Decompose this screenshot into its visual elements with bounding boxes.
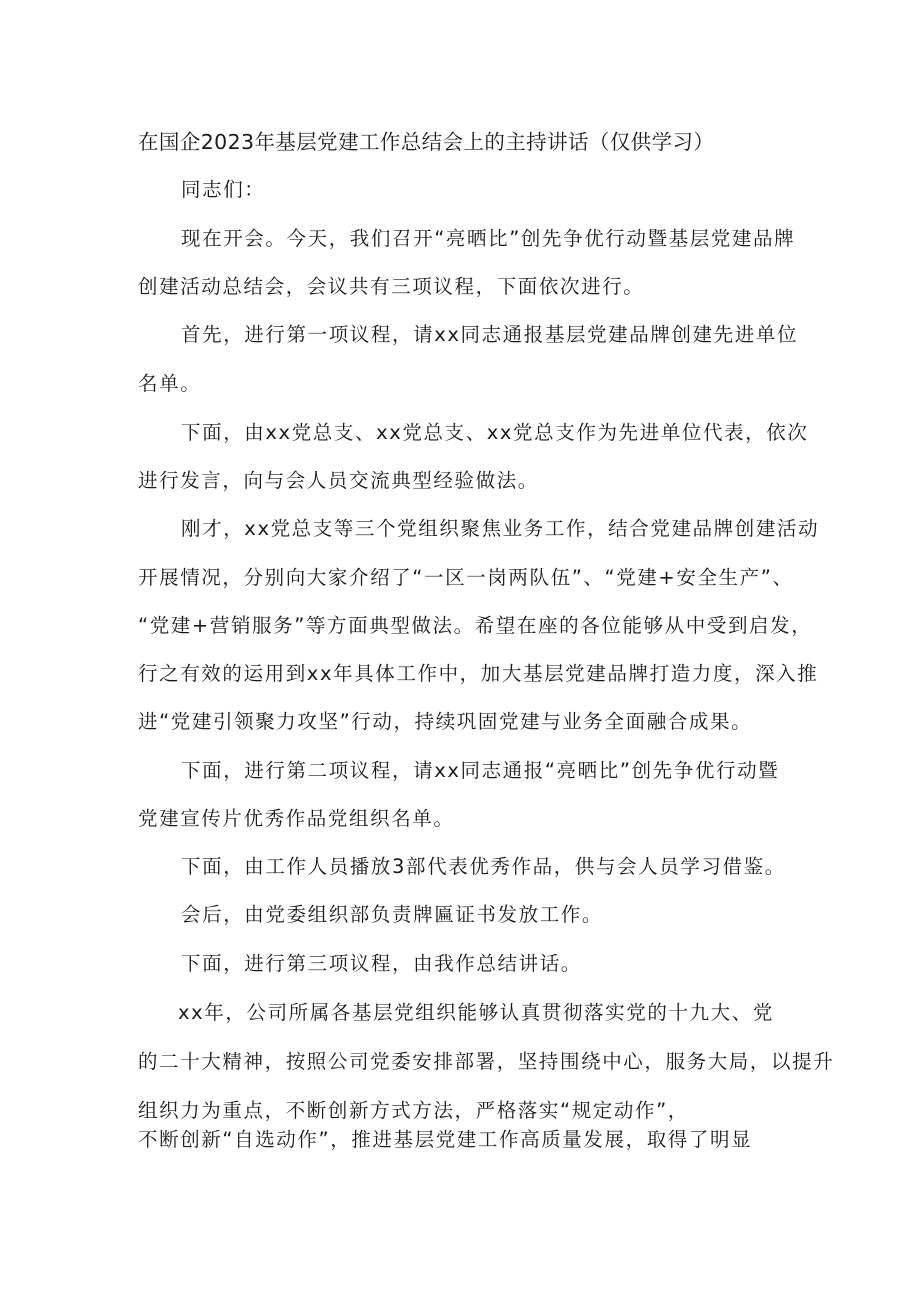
- paragraph-line: 下面，进行第三项议程，由我作总结讲话。: [181, 952, 582, 975]
- paragraph-line: 下面，进行第二项议程，请xx同志通报“亮晒比”创先争优行动暨: [181, 759, 780, 782]
- salutation: 同志们：: [181, 178, 266, 201]
- paragraph-line: 党建宣传片优秀作品党组织名单。: [138, 807, 455, 830]
- document-title: 在国企2023年基层党建工作总结会上的主持讲话（仅供学习）: [138, 130, 715, 154]
- paragraph-line: 现在开会。今天，我们召开“亮晒比”创先争优行动暨基层党建品牌: [181, 227, 796, 250]
- paragraph-line: 开展情况，分别向大家介绍了“一区一岗两队伍”、“党建+安全生产”、: [138, 566, 794, 589]
- paragraph-line: 刚才，xx党总支等三个党组织聚焦业务工作，结合党建品牌创建活动: [181, 517, 820, 540]
- paragraph-line: 进“党建引领聚力攻坚”行动，持续巩固党建与业务全面融合成果。: [138, 710, 753, 733]
- paragraph-line: xx年，公司所属各基层党组织能够认真贯彻落实党的十九大、党: [178, 1001, 774, 1024]
- paragraph-line: 名单。: [138, 372, 202, 395]
- paragraph-line: 行之有效的运用到xx年具体工作中，加大基层党建品牌打造力度，深入推: [138, 662, 819, 685]
- paragraph-line: 组织力为重点，不断创新方式方法，严格落实“规定动作”，: [138, 1099, 689, 1122]
- paragraph-line: “党建+营销服务”等方面典型做法。希望在座的各位能够从中受到启发，: [138, 614, 813, 637]
- paragraph-line: 下面，由xx党总支、xx党总支、xx党总支作为先进单位代表，依次: [181, 421, 809, 444]
- paragraph-line: 首先，进行第一项议程，请xx同志通报基层党建品牌创建先进单位: [181, 323, 799, 346]
- paragraph-line: 的二十大精神，按照公司党委安排部署，坚持围绕中心，服务大局，以提升: [138, 1050, 835, 1073]
- paragraph-line: 创建活动总结会，会议共有三项议程，下面依次进行。: [138, 275, 645, 298]
- paragraph-line: 进行发言，向与会人员交流典型经验做法。: [138, 469, 539, 492]
- paragraph-line: 不断创新“自选动作”，推进基层党建工作高质量发展，取得了明显: [138, 1128, 753, 1151]
- paragraph-line: 下面，由工作人员播放3部代表优秀作品，供与会人员学习借鉴。: [181, 855, 786, 878]
- paragraph-line: 会后，由党委组织部负责牌匾证书发放工作。: [181, 903, 604, 926]
